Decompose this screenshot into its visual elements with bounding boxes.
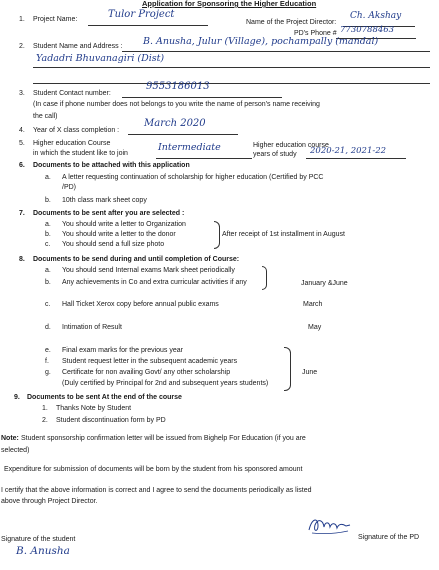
field-1-number: 1. [19, 16, 25, 23]
course-value[interactable]: Intermediate [158, 142, 221, 153]
section-8-f-text: Student request letter in the subsequent academic years [62, 358, 238, 365]
section-8-ab-brace [262, 266, 267, 290]
director-name-value[interactable]: Ch. Akshay [350, 11, 402, 21]
section-7-c-text: You should send a full size photo [62, 241, 165, 248]
section-9-number: 9. [14, 394, 20, 401]
student-signature-label: Signature of the student [1, 536, 76, 543]
section-8-g-letter: g. [45, 369, 51, 376]
field-2-number: 2. [19, 43, 25, 50]
section-8-c-when: March [303, 301, 323, 308]
student-name-label: Student Name and Address : [33, 43, 123, 50]
section-8-e-text: Final exam marks for the previous year [62, 347, 183, 354]
year-underline [128, 134, 238, 135]
section-7-note: After receipt of 1st installment in August [222, 231, 345, 238]
section-8-b-text: Any achievements in Co and extra curricular activities if any [62, 279, 247, 286]
field-4-number: 4. [19, 127, 25, 134]
years-value[interactable]: 2020-21, 2021-22 [310, 146, 387, 156]
student-address-line1[interactable]: B. Anusha, Julur (Village), pochampally (mandal) [143, 36, 379, 47]
section-7-heading: Documents to be sent after you are selected : [33, 210, 185, 217]
section-8-heading: Documents to be send during and until completion of Course: [33, 256, 240, 263]
section-8-c-text: Hall Ticket Xerox copy before annual public exams [62, 301, 219, 308]
section-9-item-1-number: 1. [42, 405, 48, 412]
note-text-line2: selected) [1, 447, 30, 454]
section-8-f-letter: f. [45, 358, 49, 365]
contact-label: Student Contact number: [33, 90, 111, 97]
pd-signature-mark [306, 514, 352, 536]
note-text-line1: Student sponsorship confirmation letter will be issued from Bighelp For Education (if you are [21, 435, 306, 442]
contact-note-line1: (In case if phone number does not belongs to you write the name of person's name receiving [33, 101, 320, 108]
certification-line2: above through Project Director. [1, 498, 98, 505]
student-line2-underline [33, 67, 430, 68]
section-8-a-letter: a. [45, 267, 51, 274]
section-6-a-text: A letter requesting continuation of scholarship for higher education (Certified by PCC [62, 174, 324, 181]
course-label-line2: in which the student like to join [33, 150, 128, 157]
pd-phone-value[interactable]: 7730788463 [340, 25, 395, 35]
director-name-label: Name of the Project Director: [246, 19, 337, 26]
section-8-b-letter: b. [45, 279, 51, 286]
section-8-g-text-line2: (Duly certified by Principal for 2nd and subsequent years students) [62, 380, 269, 387]
section-6-number: 6. [19, 162, 25, 169]
section-8-ab-when: January &June [301, 280, 348, 287]
field-5-number: 5. [19, 140, 25, 147]
contact-note-line2: the call) [33, 113, 58, 120]
pd-phone-label: PD's Phone # [294, 30, 337, 37]
section-6-a-letter: a. [45, 174, 51, 181]
years-underline [306, 158, 406, 159]
section-6-b-letter: b. [45, 197, 51, 204]
contact-underline [122, 97, 282, 98]
contact-value[interactable]: 9553186013 [146, 81, 210, 92]
section-8-d-when: May [308, 324, 322, 331]
section-8-a-text: You should send Internal exams Mark sheet periodically [62, 267, 235, 274]
page-title: Application for Sponsoring the Higher Education [142, 0, 317, 8]
course-underline [156, 158, 252, 159]
years-label-line1: Higher education course [253, 142, 329, 149]
section-9-item-1-text: Thanks Note by Student [56, 405, 132, 412]
section-7-b-text: You should write a letter to the donor [62, 231, 176, 238]
expenditure-statement: Expenditure for submission of documents will be born by the student from his sponsored amount [4, 466, 303, 473]
section-7-a-letter: a. [45, 221, 51, 228]
section-8-efg-when: June [302, 369, 318, 376]
note-label: Note: [1, 435, 19, 442]
project-name-underline [88, 25, 208, 26]
project-name-value[interactable]: Tulor Project [108, 9, 175, 20]
field-3-number: 3. [19, 90, 25, 97]
section-9-heading: Documents to be sent At the end of the course [27, 394, 182, 401]
section-7-b-letter: b. [45, 231, 51, 238]
section-8-efg-brace [284, 347, 291, 391]
section-6-heading: Documents to be attached with this application [33, 162, 190, 169]
section-6-b-text: 10th class mark sheet copy [62, 197, 147, 204]
section-8-number: 8. [19, 256, 25, 263]
section-7-a-text: You should write a letter to Organization [62, 221, 186, 228]
section-8-c-letter: c. [45, 301, 51, 308]
year-label: Year of X class completion : [33, 127, 120, 134]
section-7-brace [214, 221, 220, 249]
years-label-line2: years of study [253, 151, 297, 158]
section-8-e-letter: e. [45, 347, 51, 354]
pd-signature-label: Signature of the PD [358, 534, 420, 541]
section-8-d-letter: d. [45, 324, 51, 331]
section-8-g-text: Certificate for non availing Govt/ any other scholarship [62, 369, 231, 376]
section-7-number: 7. [19, 210, 25, 217]
section-7-c-letter: c. [45, 241, 51, 248]
student-address-line2[interactable]: Yadadri Bhuvanagiri (Dist) [36, 53, 165, 64]
certification-line1: I certify that the above information is correct and I agree to send the documents periodically as listed [1, 487, 312, 494]
section-8-d-text: Intimation of Result [62, 324, 122, 331]
section-9-item-2-text: Student discontinuation form by PD [56, 417, 166, 424]
year-value[interactable]: March 2020 [144, 118, 206, 129]
section-6-a-text-line2: /PD) [62, 184, 76, 191]
student-line1-underline [122, 51, 430, 52]
student-line3-underline [33, 83, 430, 84]
student-signature-value[interactable]: B. Anusha [16, 545, 70, 557]
course-label-line1: Higher education Course [33, 140, 111, 147]
section-9-item-2-number: 2. [42, 417, 48, 424]
project-name-label: Project Name: [33, 16, 78, 23]
